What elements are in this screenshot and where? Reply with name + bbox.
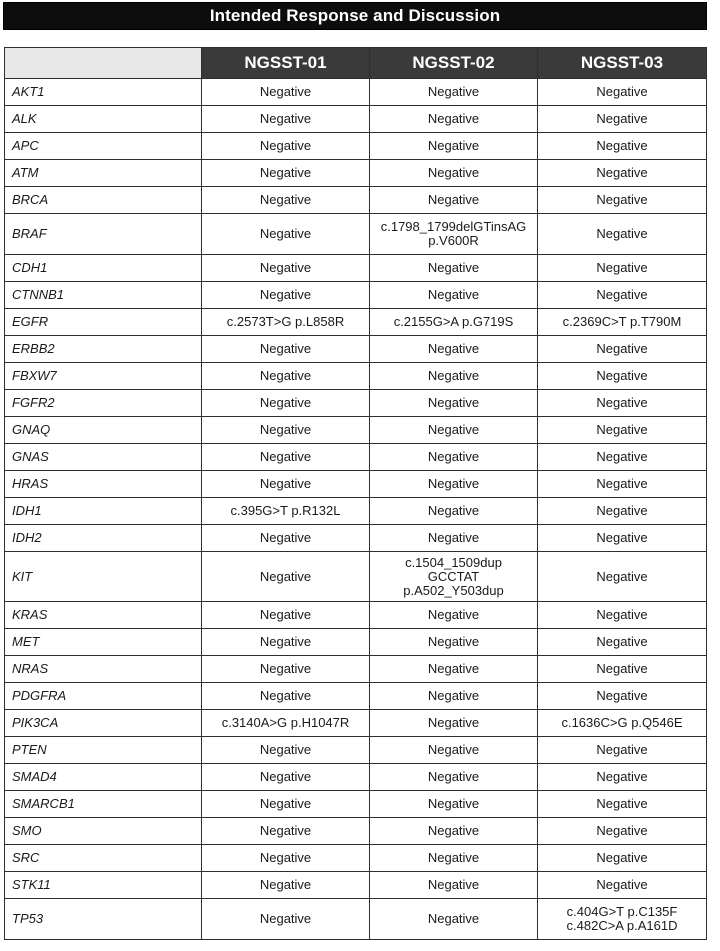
table-body [5, 79, 707, 940]
result-cell-ngsst-01: Negative [202, 444, 370, 471]
result-cell-ngsst-03: Negative [538, 525, 707, 552]
result-cell-ngsst-02: Negative [370, 106, 538, 133]
result-cell-ngsst-03: Negative [538, 656, 707, 683]
result-cell-ngsst-01: Negative [202, 282, 370, 309]
result-cell-ngsst-01: Negative [202, 187, 370, 214]
result-cell-ngsst-03: Negative [538, 336, 707, 363]
result-cell-ngsst-03: Negative [538, 683, 707, 710]
result-cell-ngsst-03: Negative [538, 106, 707, 133]
result-cell-ngsst-01: Negative [202, 602, 370, 629]
result-cell-ngsst-01: Negative [202, 818, 370, 845]
gene-name-cell: ALK [5, 106, 202, 133]
column-header-ngsst-02: NGSST-02 [370, 48, 538, 79]
table-row [5, 872, 707, 899]
result-cell-ngsst-03: Negative [538, 629, 707, 656]
table-row [5, 471, 707, 498]
table-row [5, 737, 707, 764]
table-row [5, 629, 707, 656]
column-header-ngsst-01: NGSST-01 [202, 48, 370, 79]
result-cell-ngsst-03: Negative [538, 764, 707, 791]
gene-name-cell: BRCA [5, 187, 202, 214]
result-cell-ngsst-03: Negative [538, 552, 707, 602]
result-cell-ngsst-03: c.1636C>G p.Q546E [538, 710, 707, 737]
result-cell-ngsst-01: Negative [202, 791, 370, 818]
gene-name-cell: AKT1 [5, 79, 202, 106]
table-row [5, 602, 707, 629]
result-cell-ngsst-01: c.395G>T p.R132L [202, 498, 370, 525]
result-cell-ngsst-01: Negative [202, 552, 370, 602]
table-row [5, 552, 707, 602]
document-title-bar [3, 2, 707, 30]
gene-name-cell: HRAS [5, 471, 202, 498]
table-row [5, 363, 707, 390]
result-cell-ngsst-01: Negative [202, 79, 370, 106]
result-cell-ngsst-01: Negative [202, 899, 370, 940]
result-cell-ngsst-02: c.1504_1509dup GCCTAT p.A502_Y503dup [370, 552, 538, 602]
gene-name-cell: FGFR2 [5, 390, 202, 417]
gene-name-cell: PDGFRA [5, 683, 202, 710]
result-cell-ngsst-03: Negative [538, 498, 707, 525]
table-row [5, 214, 707, 255]
result-cell-ngsst-01: Negative [202, 160, 370, 187]
table-row [5, 309, 707, 336]
result-cell-ngsst-01: Negative [202, 471, 370, 498]
result-cell-ngsst-02: c.2155G>A p.G719S [370, 309, 538, 336]
result-cell-ngsst-01: Negative [202, 845, 370, 872]
table-row [5, 710, 707, 737]
result-cell-ngsst-02: Negative [370, 764, 538, 791]
result-cell-ngsst-03: Negative [538, 818, 707, 845]
table-row [5, 133, 707, 160]
result-cell-ngsst-01: Negative [202, 106, 370, 133]
result-cell-ngsst-02: Negative [370, 133, 538, 160]
gene-name-cell: TP53 [5, 899, 202, 940]
result-cell-ngsst-02: Negative [370, 818, 538, 845]
gene-name-cell: SRC [5, 845, 202, 872]
result-cell-ngsst-01: Negative [202, 133, 370, 160]
result-cell-ngsst-03: Negative [538, 390, 707, 417]
result-cell-ngsst-03: Negative [538, 79, 707, 106]
result-cell-ngsst-01: Negative [202, 214, 370, 255]
result-cell-ngsst-02: Negative [370, 417, 538, 444]
gene-name-cell: APC [5, 133, 202, 160]
table-row [5, 764, 707, 791]
table-row [5, 683, 707, 710]
gene-name-cell: IDH1 [5, 498, 202, 525]
result-cell-ngsst-02: Negative [370, 336, 538, 363]
gene-name-cell: BRAF [5, 214, 202, 255]
result-cell-ngsst-02: Negative [370, 899, 538, 940]
result-cell-ngsst-02: Negative [370, 160, 538, 187]
result-cell-ngsst-03: Negative [538, 363, 707, 390]
result-cell-ngsst-02: Negative [370, 390, 538, 417]
result-cell-ngsst-01: Negative [202, 525, 370, 552]
result-cell-ngsst-03: Negative [538, 417, 707, 444]
gene-name-cell: ERBB2 [5, 336, 202, 363]
result-cell-ngsst-03: Negative [538, 187, 707, 214]
result-cell-ngsst-02: Negative [370, 872, 538, 899]
column-header-ngsst-03: NGSST-03 [538, 48, 707, 79]
result-cell-ngsst-03: Negative [538, 444, 707, 471]
result-cell-ngsst-01: Negative [202, 683, 370, 710]
table-row [5, 791, 707, 818]
result-cell-ngsst-03: Negative [538, 845, 707, 872]
result-cell-ngsst-01: Negative [202, 656, 370, 683]
result-cell-ngsst-02: Negative [370, 656, 538, 683]
result-cell-ngsst-02: Negative [370, 187, 538, 214]
table-row [5, 160, 707, 187]
gene-name-cell: IDH2 [5, 525, 202, 552]
result-cell-ngsst-03: Negative [538, 737, 707, 764]
gene-name-cell: NRAS [5, 656, 202, 683]
gene-name-cell: MET [5, 629, 202, 656]
table-row [5, 417, 707, 444]
result-cell-ngsst-02: Negative [370, 525, 538, 552]
result-cell-ngsst-02: Negative [370, 498, 538, 525]
table-row [5, 899, 707, 940]
gene-name-cell: PIK3CA [5, 710, 202, 737]
result-cell-ngsst-02: Negative [370, 629, 538, 656]
gene-name-cell: KRAS [5, 602, 202, 629]
result-cell-ngsst-03: Negative [538, 282, 707, 309]
result-cell-ngsst-02: Negative [370, 471, 538, 498]
result-cell-ngsst-01: Negative [202, 629, 370, 656]
table-row [5, 106, 707, 133]
result-cell-ngsst-01: Negative [202, 390, 370, 417]
result-cell-ngsst-02: Negative [370, 444, 538, 471]
table-row [5, 336, 707, 363]
result-cell-ngsst-03: Negative [538, 160, 707, 187]
gene-name-cell: SMARCB1 [5, 791, 202, 818]
table-row [5, 187, 707, 214]
gene-name-cell: PTEN [5, 737, 202, 764]
result-cell-ngsst-01: Negative [202, 417, 370, 444]
gene-name-cell: SMO [5, 818, 202, 845]
result-cell-ngsst-02: Negative [370, 845, 538, 872]
result-cell-ngsst-02: Negative [370, 791, 538, 818]
result-cell-ngsst-02: Negative [370, 79, 538, 106]
table-header [5, 48, 707, 79]
result-cell-ngsst-03: Negative [538, 471, 707, 498]
result-cell-ngsst-03: Negative [538, 214, 707, 255]
result-cell-ngsst-01: Negative [202, 255, 370, 282]
result-cell-ngsst-01: Negative [202, 764, 370, 791]
table-row [5, 282, 707, 309]
result-cell-ngsst-03: c.2369C>T p.T790M [538, 309, 707, 336]
result-cell-ngsst-03: Negative [538, 133, 707, 160]
gene-name-cell: STK11 [5, 872, 202, 899]
gene-name-cell: FBXW7 [5, 363, 202, 390]
table-row [5, 498, 707, 525]
table-row [5, 818, 707, 845]
header-row [5, 48, 707, 79]
result-cell-ngsst-02: Negative [370, 363, 538, 390]
result-cell-ngsst-02: Negative [370, 710, 538, 737]
result-cell-ngsst-01: Negative [202, 363, 370, 390]
result-cell-ngsst-01: c.2573T>G p.L858R [202, 309, 370, 336]
results-table [4, 47, 707, 940]
result-cell-ngsst-01: Negative [202, 737, 370, 764]
gene-name-cell: KIT [5, 552, 202, 602]
header-corner-cell [5, 48, 202, 79]
result-cell-ngsst-03: c.404G>T p.C135F c.482C>A p.A161D [538, 899, 707, 940]
table-row [5, 79, 707, 106]
gene-name-cell: ATM [5, 160, 202, 187]
result-cell-ngsst-02: Negative [370, 282, 538, 309]
gene-name-cell: SMAD4 [5, 764, 202, 791]
gene-name-cell: GNAQ [5, 417, 202, 444]
result-cell-ngsst-02: Negative [370, 683, 538, 710]
result-cell-ngsst-01: Negative [202, 872, 370, 899]
result-cell-ngsst-03: Negative [538, 255, 707, 282]
result-cell-ngsst-02: Negative [370, 737, 538, 764]
table-row [5, 525, 707, 552]
result-cell-ngsst-02: Negative [370, 255, 538, 282]
result-cell-ngsst-03: Negative [538, 872, 707, 899]
gene-name-cell: EGFR [5, 309, 202, 336]
result-cell-ngsst-02: Negative [370, 602, 538, 629]
table-row [5, 444, 707, 471]
gene-name-cell: CTNNB1 [5, 282, 202, 309]
result-cell-ngsst-02: c.1798_1799delGTinsAG p.V600R [370, 214, 538, 255]
result-cell-ngsst-03: Negative [538, 602, 707, 629]
table-row [5, 390, 707, 417]
table-row [5, 845, 707, 872]
gene-name-cell: CDH1 [5, 255, 202, 282]
result-cell-ngsst-01: Negative [202, 336, 370, 363]
gene-name-cell: GNAS [5, 444, 202, 471]
document-title: Intended Response and Discussion [209, 6, 501, 25]
result-cell-ngsst-03: Negative [538, 791, 707, 818]
result-cell-ngsst-01: c.3140A>G p.H1047R [202, 710, 370, 737]
table-row [5, 656, 707, 683]
table-row [5, 255, 707, 282]
